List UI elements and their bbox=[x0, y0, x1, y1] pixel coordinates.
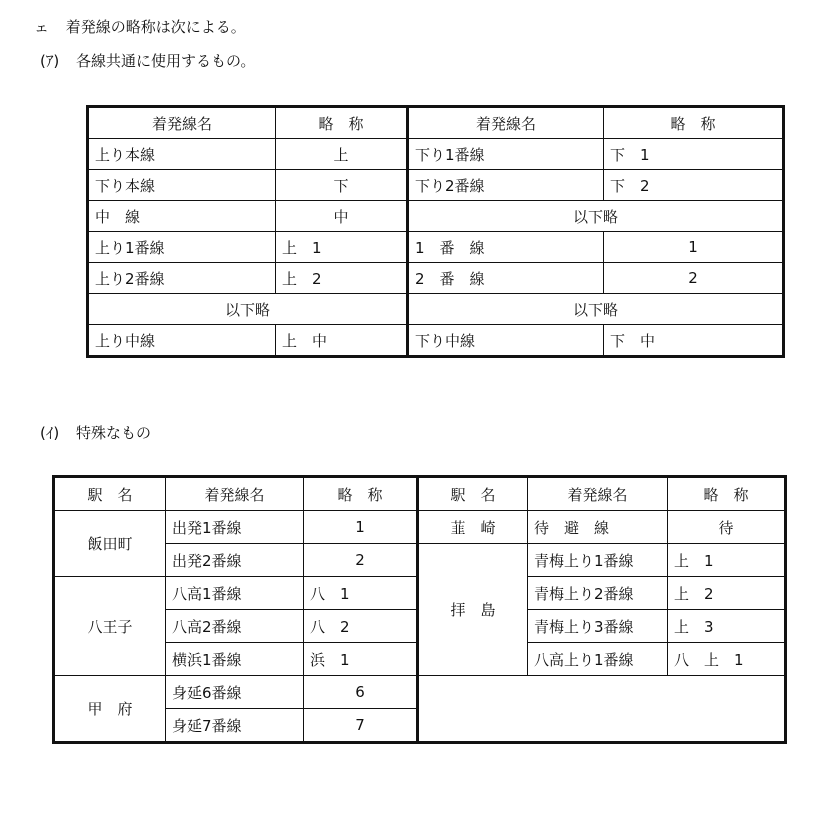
table-row bbox=[88, 232, 784, 263]
table-cell: 6 bbox=[304, 676, 418, 709]
table-row bbox=[88, 294, 784, 325]
table-cell: 横浜1番線 bbox=[166, 643, 304, 676]
table-row bbox=[88, 170, 784, 201]
table-row bbox=[54, 511, 786, 544]
table-cell: 浜 1 bbox=[304, 643, 418, 676]
table-cell: 1 bbox=[304, 511, 418, 544]
sub1-marker: (ｱ) bbox=[40, 52, 60, 70]
table-cell: 上り中線 bbox=[88, 325, 276, 357]
table-cell: 下 中 bbox=[604, 325, 784, 357]
table2-header-cell: 略 称 bbox=[304, 477, 418, 511]
table-row bbox=[88, 325, 784, 357]
table1-header-cell: 略 称 bbox=[604, 107, 784, 139]
subsection-special bbox=[40, 422, 163, 443]
table1-header-cell: 略 称 bbox=[276, 107, 408, 139]
table-cell: 上 中 bbox=[276, 325, 408, 357]
table-cell: 八 2 bbox=[304, 610, 418, 643]
table2-header-cell: 駅 名 bbox=[418, 477, 528, 511]
table-cell: 上 1 bbox=[276, 232, 408, 263]
table-cell: 上り1番線 bbox=[88, 232, 276, 263]
station-name: 韮 崎 bbox=[418, 511, 528, 544]
table-cell: 出発2番線 bbox=[166, 544, 304, 577]
table-cell: 1 番 線 bbox=[408, 232, 604, 263]
table2-header-cell: 略 称 bbox=[668, 477, 786, 511]
table-cell: 八高上り1番線 bbox=[528, 643, 668, 676]
table-cell: 以下略 bbox=[88, 294, 408, 325]
special-abbrev-table bbox=[52, 475, 787, 744]
table-cell: 八高2番線 bbox=[166, 610, 304, 643]
table-cell: 以下略 bbox=[408, 201, 784, 232]
table-row bbox=[88, 263, 784, 294]
table2-header-cell: 着発線名 bbox=[528, 477, 668, 511]
table-cell: 上 3 bbox=[668, 610, 786, 643]
table-cell: 上 2 bbox=[276, 263, 408, 294]
common-abbrev-table bbox=[86, 105, 785, 358]
table-cell: 中 線 bbox=[88, 201, 276, 232]
table-cell: 八 1 bbox=[304, 577, 418, 610]
table-cell: 青梅上り1番線 bbox=[528, 544, 668, 577]
table2-header-cell: 駅 名 bbox=[54, 477, 166, 511]
table-cell: 下り本線 bbox=[88, 170, 276, 201]
table-cell: 下 2 bbox=[604, 170, 784, 201]
table-cell: 出発1番線 bbox=[166, 511, 304, 544]
table-cell: 青梅上り3番線 bbox=[528, 610, 668, 643]
table-cell: 下り1番線 bbox=[408, 139, 604, 170]
heading-text: 着発線の略称は次による。 bbox=[65, 18, 246, 36]
table-cell: 下り2番線 bbox=[408, 170, 604, 201]
table-cell: 1 bbox=[604, 232, 784, 263]
table1-header-cell: 着発線名 bbox=[88, 107, 276, 139]
table2-header-cell: 着発線名 bbox=[166, 477, 304, 511]
subsection-common bbox=[40, 50, 267, 71]
table-row bbox=[88, 139, 784, 170]
table-cell: 上 2 bbox=[668, 577, 786, 610]
table-cell: 2 bbox=[604, 263, 784, 294]
heading-marker: ェ bbox=[34, 18, 50, 36]
table-cell: 身延6番線 bbox=[166, 676, 304, 709]
table-cell: 上り2番線 bbox=[88, 263, 276, 294]
table-row bbox=[88, 107, 784, 139]
table-cell: 中 bbox=[276, 201, 408, 232]
table-cell: 下り中線 bbox=[408, 325, 604, 357]
table-row bbox=[54, 477, 786, 511]
table-row bbox=[88, 201, 784, 232]
sub2-marker: (ｲ) bbox=[40, 424, 60, 442]
table-cell: 下 1 bbox=[604, 139, 784, 170]
table-cell: 上 bbox=[276, 139, 408, 170]
table-cell: 待 避 線 bbox=[528, 511, 668, 544]
table-cell: 八 上 1 bbox=[668, 643, 786, 676]
table-cell: 八高1番線 bbox=[166, 577, 304, 610]
station-name: 甲 府 bbox=[54, 676, 166, 743]
table1-header-cell: 着発線名 bbox=[408, 107, 604, 139]
table-cell: 下 bbox=[276, 170, 408, 201]
empty-area bbox=[418, 676, 786, 743]
table-cell: 身延7番線 bbox=[166, 709, 304, 743]
table-cell: 以下略 bbox=[408, 294, 784, 325]
table-cell: 上 1 bbox=[668, 544, 786, 577]
station-name: 拝 島 bbox=[418, 544, 528, 676]
station-name: 八王子 bbox=[54, 577, 166, 676]
table-cell: 7 bbox=[304, 709, 418, 743]
sub1-text: 各線共通に使用するもの。 bbox=[76, 52, 256, 70]
station-name: 飯田町 bbox=[54, 511, 166, 577]
table-cell: 上り本線 bbox=[88, 139, 276, 170]
sub2-text: 特殊なもの bbox=[76, 424, 152, 442]
section-heading bbox=[34, 16, 258, 37]
table-cell: 2 番 線 bbox=[408, 263, 604, 294]
table-cell: 2 bbox=[304, 544, 418, 577]
table-cell: 待 bbox=[668, 511, 786, 544]
table-row bbox=[54, 676, 786, 709]
table-cell: 青梅上り2番線 bbox=[528, 577, 668, 610]
